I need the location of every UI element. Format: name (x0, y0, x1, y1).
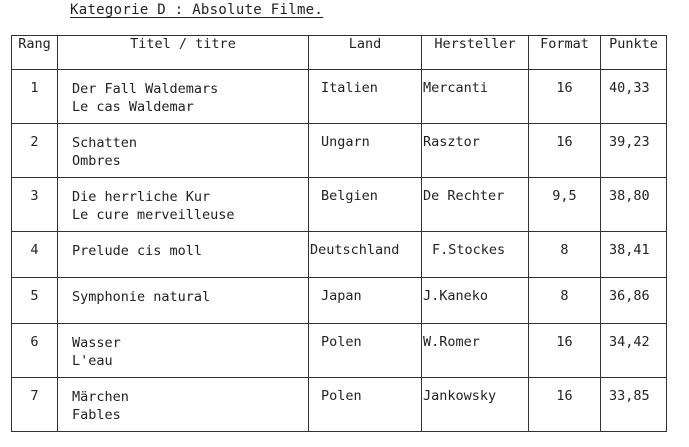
land-value: Belgien (321, 188, 378, 204)
punkte-value: 39,23 (609, 134, 650, 150)
cell-land (309, 178, 422, 232)
cell-rang (12, 324, 58, 378)
rang-value: 5 (30, 288, 39, 304)
table-row (12, 378, 667, 432)
cell-punkte (601, 378, 667, 432)
title-french: Le cas Waldemar (72, 99, 194, 115)
cell-land (309, 124, 422, 178)
punkte-value: 33,85 (609, 388, 650, 404)
cell-land (309, 324, 422, 378)
cell-hersteller (422, 124, 529, 178)
cell-land (309, 278, 422, 324)
column-header-punkte: Punkte (601, 36, 667, 70)
title-german: Prelude cis moll (72, 243, 203, 259)
rang-value: 4 (30, 242, 39, 258)
hersteller-value: J.Kaneko (423, 288, 489, 304)
land-value: Italien (321, 80, 378, 96)
cell-rang (12, 124, 58, 178)
cell-format (529, 232, 601, 278)
punkte-value: 36,86 (609, 288, 650, 304)
title-french: Le cure merveilleuse (72, 207, 235, 223)
land-value: Japan (321, 288, 362, 304)
title-french: Fables (72, 407, 121, 423)
land-value: Polen (321, 334, 362, 350)
cell-hersteller (422, 324, 529, 378)
column-header-land: Land (309, 36, 422, 70)
table-row (12, 278, 667, 324)
cell-format (529, 324, 601, 378)
rang-value: 6 (30, 334, 39, 350)
title-german: Symphonie natural (72, 289, 211, 305)
land-value: Deutschland (310, 242, 400, 258)
hersteller-value: Mercanti (423, 80, 489, 96)
cell-punkte (601, 324, 667, 378)
cell-hersteller (422, 232, 529, 278)
column-header-hersteller: Hersteller (422, 36, 529, 70)
cell-punkte (601, 124, 667, 178)
cell-titel (58, 378, 309, 432)
cell-rang (12, 70, 58, 124)
format-value: 16 (556, 388, 573, 404)
cell-titel (58, 278, 309, 324)
title-german: Märchen (72, 389, 129, 405)
title-german: Wasser (72, 335, 121, 351)
cell-rang (12, 278, 58, 324)
cell-hersteller (422, 378, 529, 432)
cell-format (529, 70, 601, 124)
land-value: Ungarn (321, 134, 370, 150)
format-value: 8 (560, 288, 569, 304)
format-value: 8 (560, 242, 569, 258)
punkte-value: 34,42 (609, 334, 650, 350)
hersteller-value: Jankowsky (423, 388, 497, 404)
cell-punkte (601, 278, 667, 324)
punkte-value: 38,41 (609, 242, 650, 258)
title-french: L'eau (72, 353, 113, 369)
hersteller-value: W.Romer (423, 334, 480, 350)
cell-hersteller (422, 70, 529, 124)
land-value: Polen (321, 388, 362, 404)
table-row (12, 70, 667, 124)
cell-format (529, 278, 601, 324)
format-value: 16 (556, 80, 573, 96)
rang-value: 1 (30, 80, 39, 96)
cell-titel (58, 324, 309, 378)
rang-value: 3 (30, 188, 39, 204)
rang-value: 7 (30, 388, 39, 404)
cell-hersteller (422, 178, 529, 232)
hersteller-value: Rasztor (423, 134, 480, 150)
table-header-row (12, 36, 667, 70)
cell-punkte (601, 232, 667, 278)
format-value: 9,5 (552, 188, 577, 204)
table-row (12, 232, 667, 278)
table-row (12, 324, 667, 378)
column-header-rang: Rang (12, 36, 58, 70)
column-header-titel: Titel / titre (58, 36, 309, 70)
hersteller-value: F.Stockes (432, 242, 506, 258)
table-row (12, 178, 667, 232)
format-value: 16 (556, 334, 573, 350)
cell-land (309, 378, 422, 432)
cell-titel (58, 124, 309, 178)
cell-format (529, 178, 601, 232)
punkte-value: 38,80 (609, 188, 650, 204)
cell-punkte (601, 178, 667, 232)
cell-land (309, 70, 422, 124)
cell-rang (12, 178, 58, 232)
cell-format (529, 378, 601, 432)
title-french: Ombres (72, 153, 121, 169)
cell-hersteller (422, 278, 529, 324)
title-german: Der Fall Waldemars (72, 81, 219, 97)
cell-rang (12, 232, 58, 278)
format-value: 16 (556, 134, 573, 150)
rang-value: 2 (30, 134, 39, 150)
table-row (12, 124, 667, 178)
cell-titel (58, 178, 309, 232)
cell-land (309, 232, 422, 278)
title-german: Die herrliche Kur (72, 189, 211, 205)
cell-titel (58, 232, 309, 278)
punkte-value: 40,33 (609, 80, 650, 96)
cell-format (529, 124, 601, 178)
document-heading: Kategorie D : Absolute Filme. (70, 2, 324, 18)
hersteller-value: De Rechter (423, 188, 505, 204)
column-header-format: Format (529, 36, 601, 70)
cell-titel (58, 70, 309, 124)
title-german: Schatten (72, 135, 138, 151)
ranking-table (11, 35, 667, 432)
cell-punkte (601, 70, 667, 124)
cell-rang (12, 378, 58, 432)
